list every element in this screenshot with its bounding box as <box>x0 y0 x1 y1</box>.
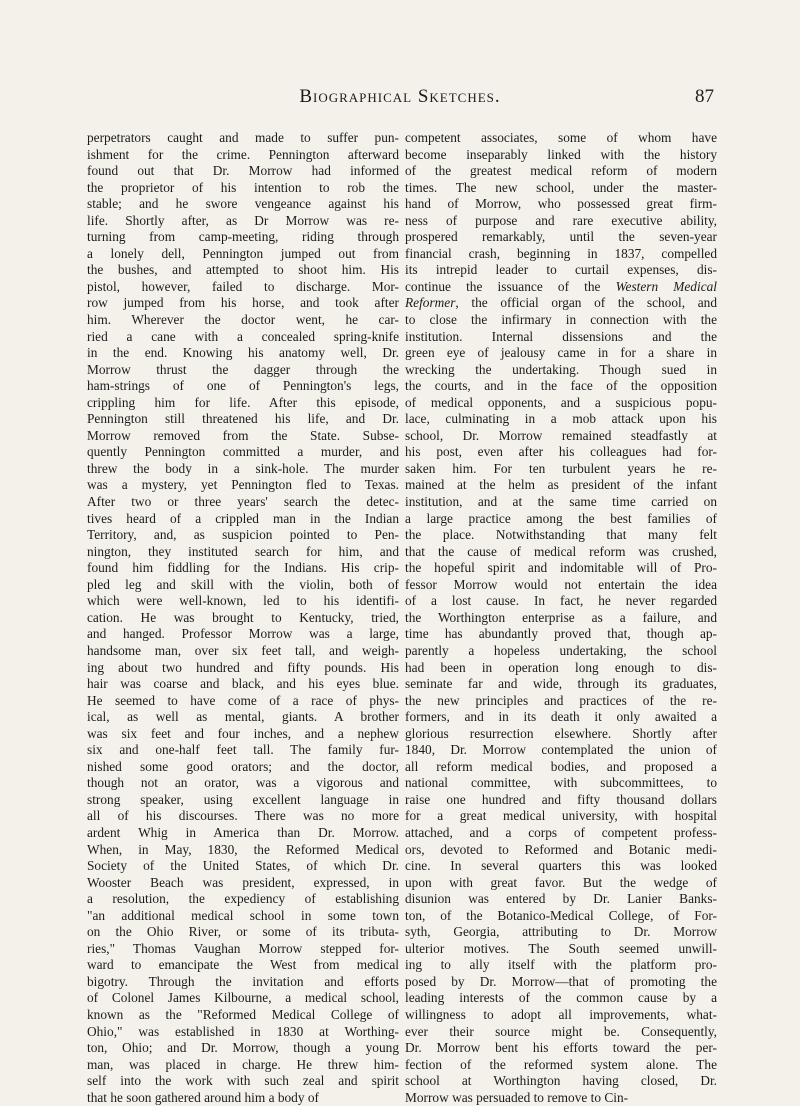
text-line: crippling him for life. After this episode, <box>87 394 399 410</box>
text-line: competent associates, some of whom have <box>405 130 717 145</box>
text-line: willingness to adopt all improvements, what- <box>405 1006 717 1022</box>
text-line: parently a hopeless undertaking, the school <box>405 642 717 658</box>
text-line: ever their source might be. Consequently, <box>405 1023 717 1039</box>
text-line: man, was placed in charge. He threw him- <box>87 1056 399 1072</box>
text-line: pistol, however, failed to discharge. Mor- <box>87 278 399 294</box>
text-line: his post, even after his colleagues had for- <box>405 444 717 460</box>
text-line: quently Pennington committed a murder, and <box>87 444 399 460</box>
text-line: hair was coarse and black, and his eyes blue. <box>87 676 399 692</box>
text-line: Morrow was persuaded to remove to Cin- <box>405 1089 629 1105</box>
text-line: was six feet and four inches, and a nephew <box>87 725 399 741</box>
text-line: hand of Morrow, who possessed great firm- <box>405 196 717 212</box>
text-line: disunion was entered by Dr. Lanier Banks- <box>405 891 717 907</box>
text-line: raise one hundred and fifty thousand dollars <box>405 791 717 807</box>
text-line: 1840, Dr. Morrow contemplated the union of <box>405 742 717 758</box>
text-line: Territory, and, as suspicion pointed to Pen- <box>87 527 399 543</box>
text-line: "an additional medical school in some town <box>87 907 399 923</box>
page-number: 87 <box>695 86 714 107</box>
text-line: time has abundantly proved that, though ap- <box>405 626 717 642</box>
text-line: on the Ohio River, or some of its tributa- <box>87 924 399 940</box>
text-line: He seemed to have come of a race of phys- <box>87 692 399 708</box>
text-line: the Worthington enterprise as a failure, and <box>405 609 717 625</box>
text-line: ton, of the Botanico-Medical College, of For- <box>405 907 717 923</box>
text-line: Reformer, the official organ of the school, and <box>405 295 717 311</box>
text-line: wrecking the undertaking. Though sued in <box>405 361 717 377</box>
text-line: was a mystery, yet Pennington fled to Texas. <box>87 477 399 493</box>
text-line: bigotry. Through the invitation and efforts <box>87 973 399 989</box>
text-line: ing to ally itself with the platform pro- <box>405 957 717 973</box>
text-line: the place. Notwithstanding that many felt <box>405 527 717 543</box>
page-header <box>0 86 800 110</box>
text-line: nington, they instituted search for him, and <box>87 543 399 559</box>
text-line: ried a cane with a concealed spring-knife <box>87 328 399 344</box>
text-line: Pennington still threatened his life, and Dr. <box>87 411 399 427</box>
text-line: attached, and a corps of competent profess- <box>405 824 717 840</box>
text-line: of a lost cause. In fact, he never regarded <box>405 593 717 609</box>
text-line: ulterior motives. The South seemed unwill- <box>405 940 717 956</box>
text-line: ness of purpose and rare executive ability, <box>405 212 717 228</box>
text-line: cine. In several quarters this was looked <box>405 858 717 874</box>
text-line: strong speaker, using excellent language in <box>87 791 399 807</box>
text-line: Dr. Morrow bent his efforts toward the per- <box>405 1040 717 1056</box>
text-line: institution, and at the same time carried on <box>405 494 717 510</box>
text-line: glorious resurrection elsewhere. Shortly after <box>405 725 717 741</box>
text-line: all reform medical bodies, and proposed a <box>405 758 717 774</box>
text-line: ton, Ohio; and Dr. Morrow, though a young <box>87 1040 399 1056</box>
text-line: green eye of jealousy came in for a share in <box>405 345 717 361</box>
text-line: and hanged. Professor Morrow was a large, <box>87 626 399 642</box>
text-line: ical, as well as mental, giants. A brother <box>87 709 399 725</box>
text-line: of Colonel James Kilbourne, a medical school, <box>87 990 399 1006</box>
text-line: a resolution, the expediency of establishing <box>87 891 399 907</box>
text-line: to close the infirmary in connection with the <box>405 312 717 328</box>
text-line: become inseparably linked with the history <box>405 146 717 162</box>
text-line: school, Dr. Morrow remained steadfastly at <box>405 427 717 443</box>
text-line: fection of the reformed system alone. The <box>405 1056 717 1072</box>
text-line: Morrow thrust the dagger through the <box>87 361 399 377</box>
text-line: stable; and he swore vengeance against his <box>87 196 399 212</box>
text-line: threw the body in a sink-hole. The murder <box>87 460 399 476</box>
running-title: Biographical Sketches. <box>299 86 501 107</box>
text-line: upon with great favor. But the wedge of <box>405 874 717 890</box>
text-line: life. Shortly after, as Dr Morrow was re- <box>87 212 399 228</box>
text-line: of the greatest medical reform of modern <box>405 163 717 179</box>
text-line: a lonely dell, Pennington jumped out from <box>87 245 399 261</box>
text-line: ries," Thomas Vaughan Morrow stepped for- <box>87 940 399 956</box>
text-line: the proprietor of his intention to rob the <box>87 179 399 195</box>
text-line: all of his discourses. There was no more <box>87 808 399 824</box>
text-line: cation. He was brought to Kentucky, tried, <box>87 609 399 625</box>
text-line: saken him. For ten turbulent years he re- <box>405 460 717 476</box>
text-line: its intrepid leader to curtail expenses, dis- <box>405 262 717 278</box>
text-line: Ohio," was established in 1830 at Worthing- <box>87 1023 399 1039</box>
text-line: handsome man, over six feet tall, and weigh- <box>87 642 399 658</box>
text-line: continue the issuance of the Western Medical <box>405 278 717 294</box>
text-line: found him fiddling for the Indians. His crip- <box>87 560 399 576</box>
text-line: formers, and in its death it only awaited a <box>405 709 717 725</box>
text-line: Society of the United States, of which Dr. <box>87 858 399 874</box>
text-line: financial crash, beginning in 1837, compelled <box>405 245 717 261</box>
text-line: self into the work with such zeal and spirit <box>87 1073 399 1089</box>
text-line: national committee, with subcommittees, to <box>405 775 717 791</box>
text-line: lace, culminating in a mob attack upon his <box>405 411 717 427</box>
text-line: ing about two hundred and fifty pounds. His <box>87 659 399 675</box>
text-line: turning from camp-meeting, riding through <box>87 229 399 245</box>
text-line: times. The new school, under the master- <box>405 179 717 195</box>
text-line: school at Worthington having closed, Dr. <box>405 1073 717 1089</box>
text-line: the hopeful spirit and indomitable will of Pro- <box>405 560 717 576</box>
text-line: that the cause of medical reform was crushed, <box>405 543 717 559</box>
text-line: Wooster Beach was president, expressed, in <box>87 874 399 890</box>
text-line: ham-strings of one of Pennington's legs, <box>87 378 399 394</box>
text-line: which were well-known, led to his identifi- <box>87 593 399 609</box>
right-text-column <box>405 130 717 1106</box>
text-line: the courts, and in the face of the opposition <box>405 378 717 394</box>
text-line: row jumped from his horse, and took after <box>87 295 399 311</box>
text-line: ward to emancipate the West from medical <box>87 957 399 973</box>
text-line: pled leg and skill with the violin, both of <box>87 576 399 592</box>
text-line: that he soon gathered around him a body of <box>87 1089 319 1105</box>
text-line: fessor Morrow would not entertain the idea <box>405 576 717 592</box>
text-line: leading interests of the common cause by a <box>405 990 717 1006</box>
text-line: found out that Dr. Morrow had informed <box>87 163 399 179</box>
text-line: seminate far and wide, through its graduates, <box>405 676 717 692</box>
text-line: ishment for the crime. Pennington afterward <box>87 146 399 162</box>
text-line: perpetrators caught and made to suffer pun- <box>87 130 399 145</box>
text-line: institution. Internal dissensions and the <box>405 328 717 344</box>
text-line: syth, Georgia, attributing to Dr. Morrow <box>405 924 717 940</box>
text-line: the bushes, and attempted to shoot him. His <box>87 262 399 278</box>
text-line: of medical opponents, and a suspicious popu- <box>405 394 717 410</box>
text-line: six and one-half feet tall. The family fur- <box>87 742 399 758</box>
left-text-column <box>87 130 399 1106</box>
text-line: tives heard of a crippled man in the Indian <box>87 510 399 526</box>
text-line: had been in operation long enough to dis- <box>405 659 717 675</box>
text-line: though not an orator, was a vigorous and <box>87 775 399 791</box>
text-line: prospered remarkably, until the seven-year <box>405 229 717 245</box>
text-line: posed by Dr. Morrow—that of promoting the <box>405 973 717 989</box>
text-line: ardent Whig in America than Dr. Morrow. <box>87 824 399 840</box>
text-line: known as the "Reformed Medical College of <box>87 1006 399 1022</box>
text-line: mained at the helm as president of the infant <box>405 477 717 493</box>
text-line: him. Wherever the doctor went, he car- <box>87 312 399 328</box>
text-line: in the end. Knowing his anatomy well, Dr. <box>87 345 399 361</box>
text-line: for a great medical university, with hospital <box>405 808 717 824</box>
text-line: When, in May, 1830, the Reformed Medical <box>87 841 399 857</box>
text-line: Morrow removed from the State. Subse- <box>87 427 399 443</box>
text-line: ors, devoted to Reformed and Botanic medi- <box>405 841 717 857</box>
text-line: nished some good orators; and the doctor, <box>87 758 399 774</box>
text-line: After two or three years' search the detec- <box>87 494 399 510</box>
text-line: the new principles and practices of the re- <box>405 692 717 708</box>
text-line: a large practice among the best families of <box>405 510 717 526</box>
